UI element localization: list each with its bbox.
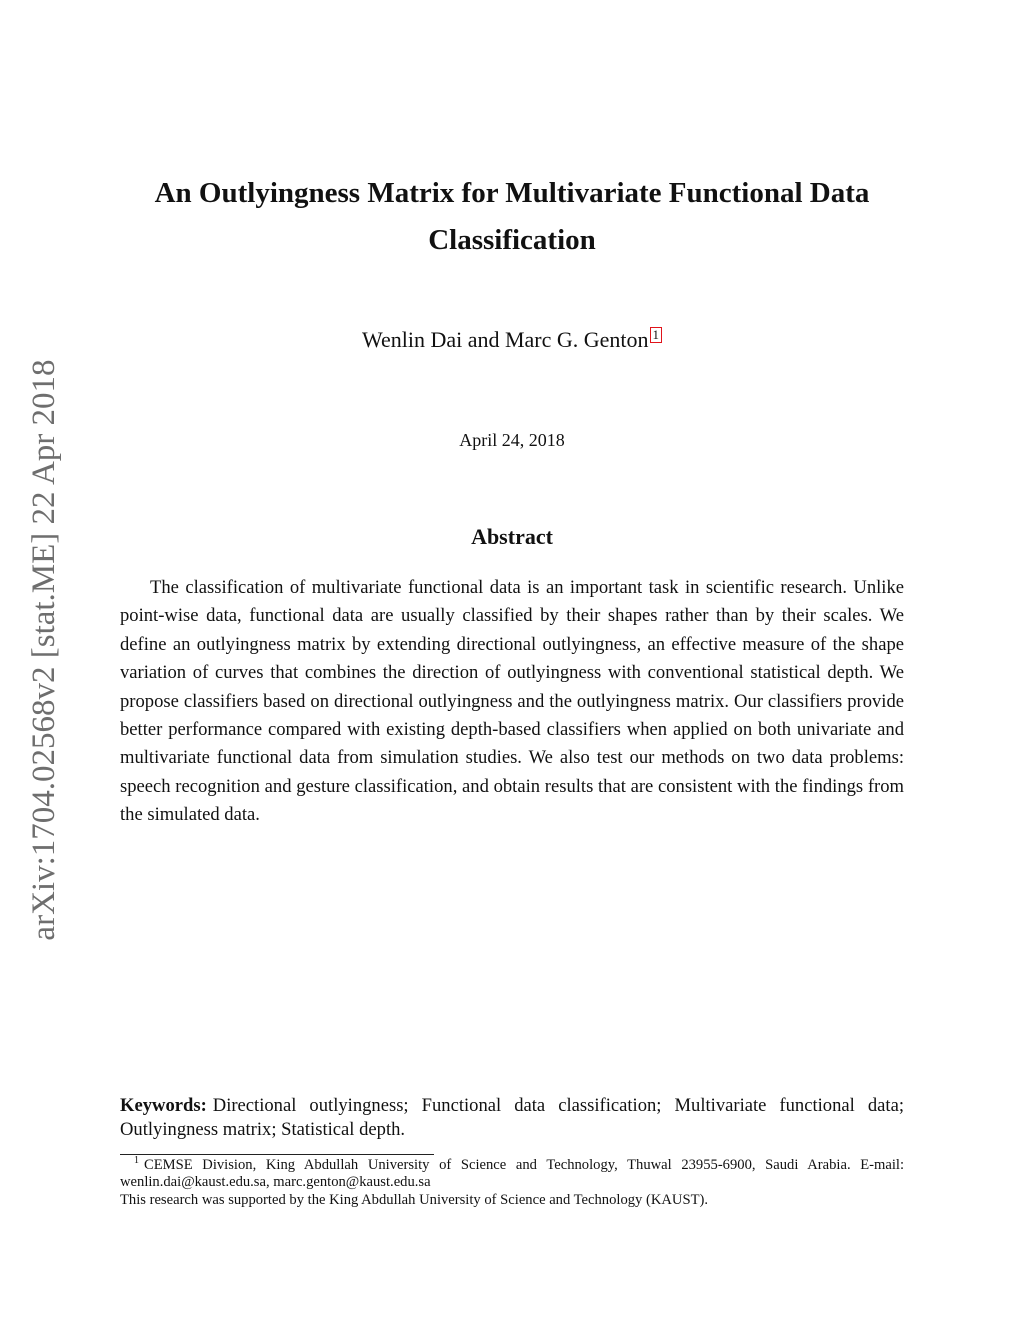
author-footnote-link[interactable]: 1 bbox=[650, 327, 663, 343]
keywords-label: Keywords: bbox=[120, 1095, 207, 1116]
footnote-divider bbox=[120, 1154, 434, 1155]
funding-note: This research was supported by the King Abdullah University of Science and Technology (KAUST). bbox=[120, 1192, 709, 1208]
author-line bbox=[120, 325, 904, 355]
keywords-text: Directional outlyingness; Functional data classification; Multivariate functional data; Outlyingness matrix; Statistical depth. bbox=[120, 1095, 904, 1140]
affiliation-footnote bbox=[120, 1157, 904, 1191]
abstract-heading: Abstract bbox=[471, 524, 553, 549]
paper-title: An Outlyingness Matrix for Multivariate Functional Data Classification bbox=[154, 177, 870, 256]
publication-date: April 24, 2018 bbox=[459, 430, 565, 450]
abstract-text: The classification of multivariate functional data is an important task in scientific research. Unlike point-wise data, functional data are usually classified by their shapes rather than by their scales. We define an outlyingness matrix by extending directional outlyingness, an effective measure of the shape variation of curves that combines the direction of outlyingness with conventional statistical depth. We propose classifiers based on directional outlyingness and the outlyingness matrix. Our classifiers provide better performance compared with existing depth-based classifiers when applied on both univariate and multivariate functional data from simulation studies. We also test our methods on two data problems: speech recognition and gesture classification, and obtain results that are consistent with the findings from the simulated data. bbox=[120, 577, 904, 826]
arxiv-identifier-stamp: arXiv:1704.02568v2 [stat.ME] 22 Apr 2018 bbox=[26, 359, 62, 941]
keywords-block bbox=[120, 1094, 904, 1142]
footnote-text: CEMSE Division, King Abdullah University of Science and Technology, Thuwal 23955-6900, Saudi Arabia. E-mail: wenlin.dai@kaust.edu.sa, marc.genton@kaust.edu.sa bbox=[120, 1157, 904, 1190]
footnote-number: 1 bbox=[134, 1155, 139, 1167]
author-names: Wenlin Dai and Marc G. Genton bbox=[361, 327, 649, 352]
